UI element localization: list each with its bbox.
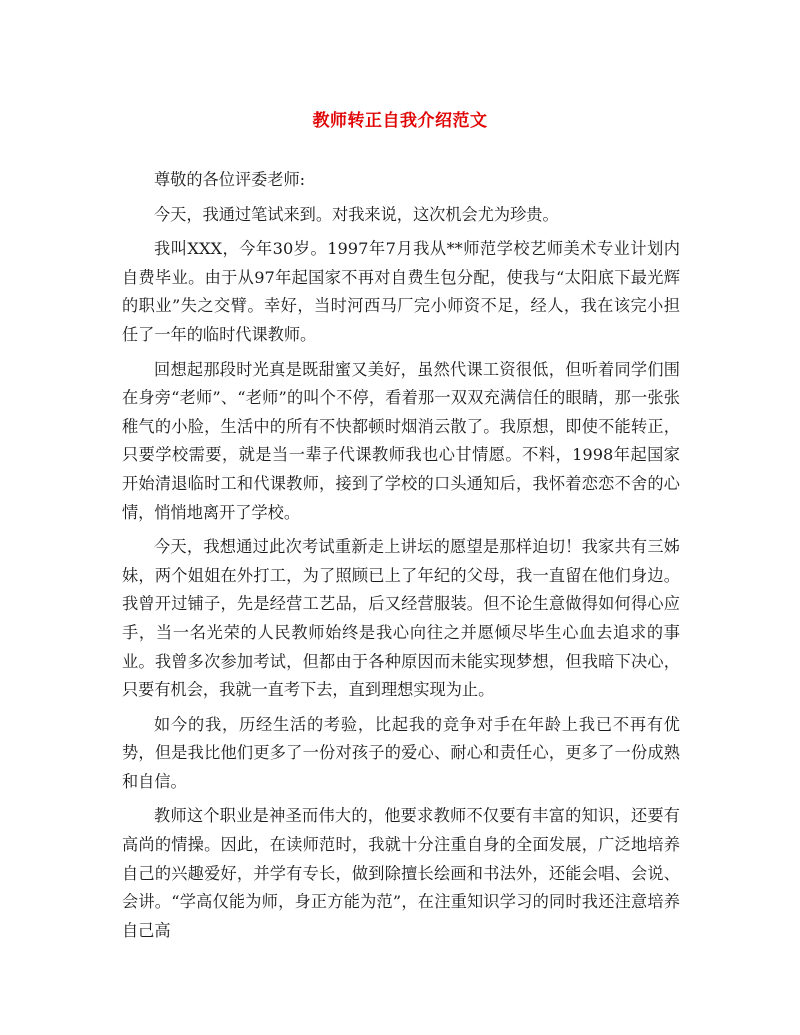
paragraph-salutation: 尊敬的各位评委老师: (154, 170, 306, 189)
paragraph: 回想起那段时光真是既甜蜜又美好，虽然代课工资很低，但听着同学们围在身旁“老师”、“老师”的叫个不停，看着那一双双充满信任的眼睛，那一张张稚气的小脸，生活中的所有不快都顿时烟消云散了。我原想，即使不能转正，只要学校需要，就是当一辈子代课教师我也心甘情愿。不料，1998年起国家开始清退临时工和代课教师，接到了学校的口头通知后，我怀着恋恋不舍的心情，悄悄地离开了学校。 (122, 359, 680, 522)
paragraph: 如今的我，历经生活的考验，比起我的竞争对手在年龄上我已不再有优势，但是我比他们更多了一份对孩子的爱心、耐心和责任心，更多了一份成熟和自信。 (122, 714, 680, 791)
document-title: 教师转正自我介绍范文 (312, 111, 488, 131)
paragraph: 今天，我想通过此次考试重新走上讲坛的愿望是那样迫切！我家共有三姊妹，两个姐姐在外打工，为了照顾已上了年纪的父母，我一直留在他们身边。我曾开过铺子，先是经营工艺品，后又经营服装。但不论生意做得如何得心应手，当一名光荣的人民教师始终是我心向往之并愿倾尽毕生心血去追求的事业。我曾多次参加考试，但都由于各种原因而未能实现梦想，但我暗下决心，只要有机会，我就一直考下去，直到理想实现为止。 (122, 537, 680, 700)
paragraph: 教师这个职业是神圣而伟大的，他要求教师不仅要有丰富的知识，还要有高尚的情操。因此，在读师范时，我就十分注重自身的全面发展，广泛地培养自己的兴趣爱好，并学有专长，做到除擅长绘画和书法外，还能会唱、会说、会讲。“学高仅能为师，身正方能为范”，在注重知识学习的同时我还注意培养自己高 (122, 806, 680, 940)
paragraph: 我叫XXX，今年30岁。1997年7月我从**师范学校艺师美术专业计划内自费毕业。由于从97年起国家不再对自费生包分配，使我与“太阳底下最光辉的职业”失之交臂。幸好，当时河西马厂完小师资不足，经人，我在该完小担任了一年的临时代课教师。 (122, 239, 680, 344)
paragraph: 今天，我通过笔试来到。对我来说，这次机会尤为珍贵。 (154, 204, 559, 224)
document-body (122, 166, 680, 951)
